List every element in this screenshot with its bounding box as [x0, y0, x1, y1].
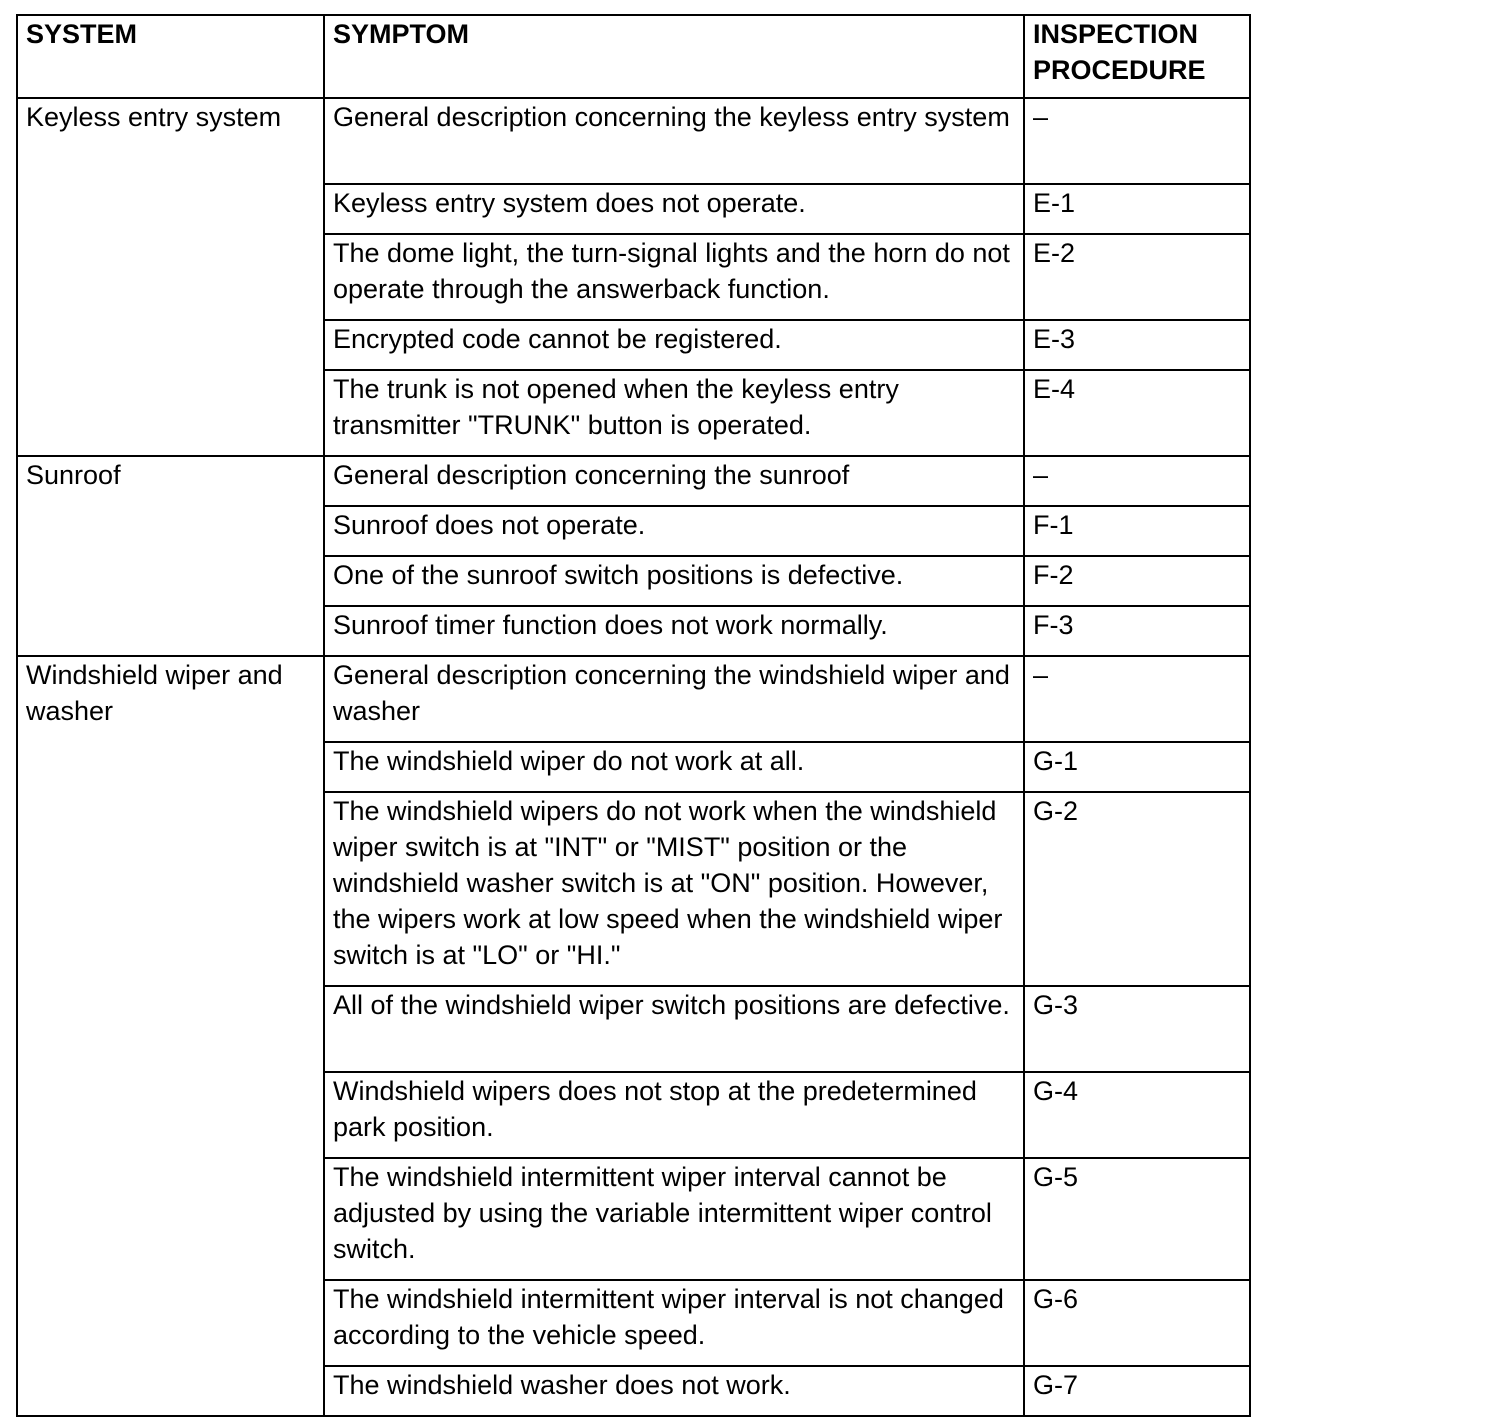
symptom-cell: The windshield wiper do not work at all.: [324, 742, 1024, 792]
symptom-cell: All of the windshield wiper switch positions are defective.: [324, 986, 1024, 1072]
system-cell-keyless-entry: Keyless entry system: [17, 98, 324, 456]
symptom-cell: One of the sunroof switch positions is defective.: [324, 556, 1024, 606]
header-row: [17, 15, 1250, 98]
symptom-cell: The trunk is not opened when the keyless entry transmitter "TRUNK" button is operated.: [324, 370, 1024, 456]
symptom-cell: Encrypted code cannot be registered.: [324, 320, 1024, 370]
table-row: [17, 98, 1250, 184]
system-cell-sunroof: Sunroof: [17, 456, 324, 656]
header-system: SYSTEM: [17, 15, 324, 98]
symptom-cell: The dome light, the turn-signal lights and the horn do not operate through the answerback function.: [324, 234, 1024, 320]
procedure-cell: G-3: [1024, 986, 1250, 1072]
symptom-cell: Sunroof timer function does not work normally.: [324, 606, 1024, 656]
table-row: [17, 656, 1250, 742]
symptom-table: [16, 14, 1251, 1417]
symptom-cell: General description concerning the sunroof: [324, 456, 1024, 506]
procedure-cell: G-4: [1024, 1072, 1250, 1158]
symptom-cell: General description concerning the keyless entry system: [324, 98, 1024, 184]
procedure-cell: E-1: [1024, 184, 1250, 234]
procedure-cell: –: [1024, 456, 1250, 506]
system-cell-windshield-wiper: Windshield wiper and washer: [17, 656, 324, 1416]
procedure-cell: –: [1024, 98, 1250, 184]
symptom-cell: The windshield intermittent wiper interval cannot be adjusted by using the variable intermittent wiper control switch.: [324, 1158, 1024, 1280]
symptom-cell: The windshield wipers do not work when the windshield wiper switch is at "INT" or "MIST" position or the windshield washer switch is at "ON" position. However, the wipers work at low speed when the windshield wiper switch is at "LO" or "HI.": [324, 792, 1024, 986]
procedure-cell: F-1: [1024, 506, 1250, 556]
symptom-cell: Keyless entry system does not operate.: [324, 184, 1024, 234]
table-row: [17, 456, 1250, 506]
procedure-cell: E-3: [1024, 320, 1250, 370]
header-symptom: SYMPTOM: [324, 15, 1024, 98]
symptom-cell: Sunroof does not operate.: [324, 506, 1024, 556]
header-inspection-procedure: INSPECTION PROCEDURE: [1024, 15, 1250, 98]
symptom-cell: Windshield wipers does not stop at the predetermined park position.: [324, 1072, 1024, 1158]
procedure-cell: –: [1024, 656, 1250, 742]
symptom-cell: The windshield washer does not work.: [324, 1366, 1024, 1416]
procedure-cell: G-7: [1024, 1366, 1250, 1416]
symptom-cell: The windshield intermittent wiper interval is not changed according to the vehicle speed.: [324, 1280, 1024, 1366]
symptom-cell: General description concerning the windshield wiper and washer: [324, 656, 1024, 742]
procedure-cell: E-4: [1024, 370, 1250, 456]
procedure-cell: F-3: [1024, 606, 1250, 656]
procedure-cell: G-6: [1024, 1280, 1250, 1366]
procedure-cell: G-2: [1024, 792, 1250, 986]
procedure-cell: G-1: [1024, 742, 1250, 792]
procedure-cell: E-2: [1024, 234, 1250, 320]
procedure-cell: F-2: [1024, 556, 1250, 606]
procedure-cell: G-5: [1024, 1158, 1250, 1280]
